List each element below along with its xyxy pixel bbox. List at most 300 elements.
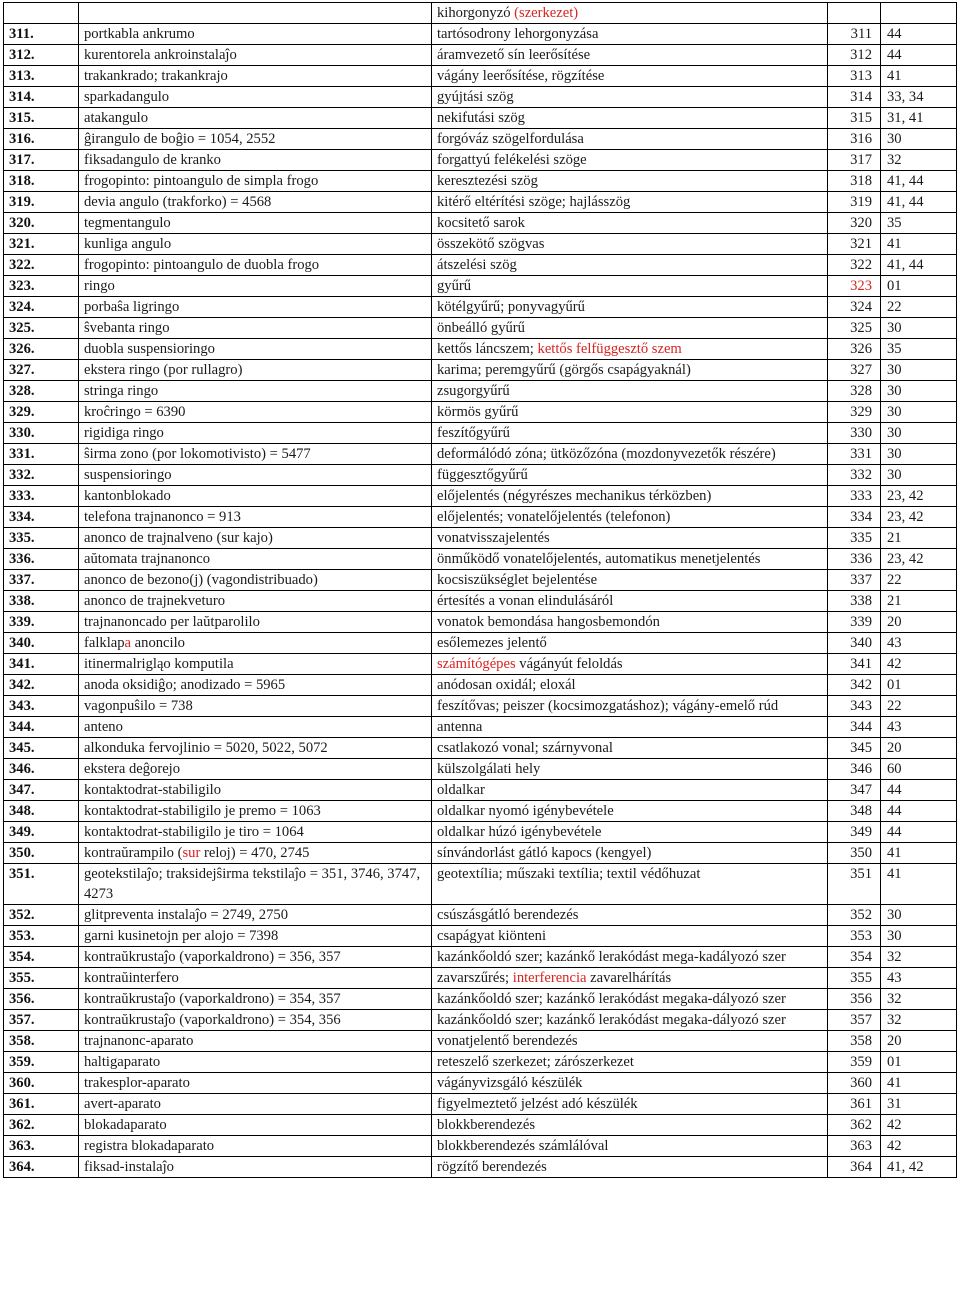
table-row (4, 276, 957, 297)
hungarian-term (432, 276, 828, 297)
esperanto-term (79, 1115, 432, 1136)
esperanto-term-text: ŝvebanta ringo (84, 320, 170, 336)
hungarian-term (432, 717, 828, 738)
table-row (4, 360, 957, 381)
page-ref: 334 (828, 507, 881, 528)
hungarian-term-text: vonatvisszajelentés (437, 530, 550, 546)
hungarian-term-text: kötélgyűrű; ponyvagyűrű (437, 299, 585, 315)
esperanto-term (79, 675, 432, 696)
table-row (4, 989, 957, 1010)
category-code: 44 (881, 24, 957, 45)
esperanto-term-text: kontraŭinterfero (84, 970, 179, 986)
table-row (4, 570, 957, 591)
hungarian-term (432, 612, 828, 633)
entry-number: 333. (4, 486, 79, 507)
entry-number: 352. (4, 905, 79, 926)
hungarian-term (432, 255, 828, 276)
page-ref: 324 (828, 297, 881, 318)
esperanto-term (79, 1052, 432, 1073)
esperanto-term-text: portkabla ankrumo (84, 26, 195, 42)
category-code: 22 (881, 570, 957, 591)
entry-number: 361. (4, 1094, 79, 1115)
table-row (4, 1010, 957, 1031)
esperanto-term (79, 24, 432, 45)
esperanto-term-text: anoncilo (131, 635, 185, 651)
hungarian-term (432, 234, 828, 255)
category-code: 35 (881, 213, 957, 234)
entry-number: 360. (4, 1073, 79, 1094)
esperanto-term-text: anoda oksidiĝo; anodizado = 5965 (84, 677, 286, 693)
hungarian-term (432, 759, 828, 780)
hungarian-term-text: feszítővas; peiszer (kocsimozgatáshoz); vágány-emelő rúd (437, 698, 779, 714)
page-ref: 340 (828, 633, 881, 654)
esperanto-term (79, 129, 432, 150)
page-ref: 362 (828, 1115, 881, 1136)
hungarian-term (432, 1157, 828, 1178)
page-ref: 346 (828, 759, 881, 780)
esperanto-term-text: kontaktodrat-stabiligilo (84, 782, 221, 798)
hungarian-term-text: esőlemezes jelentő (437, 635, 547, 651)
entry-number: 348. (4, 801, 79, 822)
hungarian-term-text: rögzítő berendezés (437, 1159, 547, 1175)
glossary-table (3, 2, 957, 1178)
category-code: 30 (881, 926, 957, 947)
hungarian-term (432, 3, 828, 24)
esperanto-term-text: kontaktodrat-stabiligilo je tiro = 1064 (84, 824, 304, 840)
esperanto-term-text: fiksad-instalaĵo (84, 1159, 174, 1175)
table-row (4, 1073, 957, 1094)
entry-number: 330. (4, 423, 79, 444)
hungarian-term-text: geotextília; műszaki textília; textil védőhuzat (437, 866, 701, 882)
entry-number: 313. (4, 66, 79, 87)
category-code: 30 (881, 381, 957, 402)
hungarian-term-text: kocsiszükséglet bejelentése (437, 572, 598, 588)
entry-number: 364. (4, 1157, 79, 1178)
hungarian-term-text: számítógépes (437, 656, 516, 672)
esperanto-term (79, 1157, 432, 1178)
hungarian-term (432, 402, 828, 423)
category-code: 01 (881, 1052, 957, 1073)
hungarian-term-text: kazánkőoldó szer; kazánkő lerakódást mega-kadályozó szer (437, 949, 786, 965)
esperanto-term-text: trakesplor-aparato (84, 1075, 190, 1091)
esperanto-term (79, 45, 432, 66)
table-row (4, 675, 957, 696)
page-ref: 326 (828, 339, 881, 360)
esperanto-term-text: falklap (84, 635, 125, 651)
hungarian-term (432, 989, 828, 1010)
esperanto-term-text: anonco de trajnekveturo (84, 593, 226, 609)
table-row (4, 612, 957, 633)
category-code: 20 (881, 612, 957, 633)
hungarian-term (432, 423, 828, 444)
table-row (4, 381, 957, 402)
page-ref: 338 (828, 591, 881, 612)
category-code: 44 (881, 801, 957, 822)
esperanto-term (79, 759, 432, 780)
page-ref: 345 (828, 738, 881, 759)
esperanto-term (79, 549, 432, 570)
hungarian-term-text: kazánkőoldó szer; kazánkő lerakódást megaka-dályozó szer (437, 1012, 786, 1028)
esperanto-term-text: sparkadangulo (84, 89, 170, 105)
entry-number: 362. (4, 1115, 79, 1136)
entry-number: 354. (4, 947, 79, 968)
esperanto-term-text: trajnanoncado per laŭtparolilo (84, 614, 260, 630)
entry-number: 339. (4, 612, 79, 633)
entry-number: 338. (4, 591, 79, 612)
hungarian-term (432, 905, 828, 926)
hungarian-term (432, 801, 828, 822)
entry-number: 318. (4, 171, 79, 192)
esperanto-term (79, 465, 432, 486)
esperanto-term (79, 276, 432, 297)
hungarian-term-text: interferencia (512, 970, 587, 986)
hungarian-term (432, 486, 828, 507)
esperanto-term (79, 108, 432, 129)
hungarian-term-text: előjelentés; vonatelőjelentés (telefonon) (437, 509, 671, 525)
esperanto-term-text: ĝirangulo de boĝio = 1054, 2552 (84, 131, 276, 147)
page-ref: 347 (828, 780, 881, 801)
hungarian-term (432, 360, 828, 381)
esperanto-term-text: ekstera ringo (por rullagro) (84, 362, 243, 378)
page-ref: 361 (828, 1094, 881, 1115)
table-row (4, 402, 957, 423)
esperanto-term-text: frogopinto: pintoangulo de duobla frogo (84, 257, 320, 273)
category-code: 41 (881, 1073, 957, 1094)
hungarian-term-text: vonatjelentő berendezés (437, 1033, 578, 1049)
table-row (4, 171, 957, 192)
table-row (4, 1052, 957, 1073)
table-row (4, 234, 957, 255)
hungarian-term (432, 108, 828, 129)
esperanto-term (79, 1010, 432, 1031)
hungarian-term (432, 1031, 828, 1052)
hungarian-term-text: forgóváz szögelfordulása (437, 131, 584, 147)
hungarian-term-text: körmös gyűrű (437, 404, 519, 420)
hungarian-term (432, 24, 828, 45)
table-row (4, 255, 957, 276)
hungarian-term-text: reteszelő szerkezet; zárószerkezet (437, 1054, 634, 1070)
esperanto-term (79, 1031, 432, 1052)
entry-number: 344. (4, 717, 79, 738)
hungarian-term (432, 968, 828, 989)
hungarian-term-text: deformálódó zóna; ütközőzóna (mozdonyvezetők részére) (437, 446, 776, 462)
page-ref: 329 (828, 402, 881, 423)
esperanto-term-text: fiksadangulo de kranko (84, 152, 221, 168)
table-row (4, 192, 957, 213)
hungarian-term-text: kazánkőoldó szer; kazánkő lerakódást megaka-dályozó szer (437, 991, 786, 1007)
esperanto-term-text: ringo (84, 278, 115, 294)
hungarian-term-text: sínvándorlást gátló kapocs (kengyel) (437, 845, 652, 861)
hungarian-term-text: függesztőgyűrű (437, 467, 528, 483)
page-ref (828, 3, 881, 24)
hungarian-term-text: feszítőgyűrű (437, 425, 510, 441)
entry-number: 312. (4, 45, 79, 66)
glossary-body (4, 3, 957, 1178)
hungarian-term (432, 465, 828, 486)
esperanto-term-text: sur (182, 845, 201, 861)
table-row (4, 87, 957, 108)
page-ref: 319 (828, 192, 881, 213)
hungarian-term (432, 1073, 828, 1094)
hungarian-term-text: zsugorgyűrű (437, 383, 510, 399)
hungarian-term-text: blokkberendezés (437, 1117, 536, 1133)
hungarian-term-text: csúszásgátló berendezés (437, 907, 579, 923)
page-ref: 314 (828, 87, 881, 108)
hungarian-term (432, 1136, 828, 1157)
page-ref: 350 (828, 843, 881, 864)
entry-number: 327. (4, 360, 79, 381)
esperanto-term-text: kontraŭrampilo ( (84, 845, 183, 861)
esperanto-term (79, 171, 432, 192)
entry-number: 363. (4, 1136, 79, 1157)
esperanto-term (79, 926, 432, 947)
hungarian-term (432, 150, 828, 171)
table-row (4, 864, 957, 905)
esperanto-term-text: porbaŝa ligringo (84, 299, 180, 315)
page-ref: 343 (828, 696, 881, 717)
esperanto-term (79, 486, 432, 507)
table-row (4, 968, 957, 989)
hungarian-term (432, 528, 828, 549)
category-code: 32 (881, 947, 957, 968)
page-ref: 333 (828, 486, 881, 507)
hungarian-term-text: forgattyú felékelési szöge (437, 152, 587, 168)
hungarian-term (432, 507, 828, 528)
entry-number: 357. (4, 1010, 79, 1031)
table-row (4, 591, 957, 612)
table-row (4, 24, 957, 45)
entry-number: 328. (4, 381, 79, 402)
page-ref: 336 (828, 549, 881, 570)
esperanto-term-text: ekstera deĝorejo (84, 761, 181, 777)
esperanto-term-text: duobla suspensioringo (84, 341, 215, 357)
hungarian-term-text: keresztezési szög (437, 173, 538, 189)
hungarian-term (432, 591, 828, 612)
category-code: 41, 44 (881, 192, 957, 213)
hungarian-term (432, 549, 828, 570)
esperanto-term-text: haltigaparato (84, 1054, 161, 1070)
category-code: 21 (881, 528, 957, 549)
table-row (4, 297, 957, 318)
category-code: 31, 41 (881, 108, 957, 129)
category-code: 41, 44 (881, 255, 957, 276)
esperanto-term-text: ŝirma zono (por lokomotivisto) = 5477 (84, 446, 311, 462)
esperanto-term (79, 780, 432, 801)
esperanto-term (79, 234, 432, 255)
entry-number: 351. (4, 864, 79, 905)
table-row (4, 947, 957, 968)
entry-number: 329. (4, 402, 79, 423)
page-ref: 354 (828, 947, 881, 968)
esperanto-term-text: blokadaparato (84, 1117, 167, 1133)
entry-number: 347. (4, 780, 79, 801)
hungarian-term-text: blokkberendezés számlálóval (437, 1138, 609, 1154)
esperanto-term (79, 570, 432, 591)
category-code: 43 (881, 968, 957, 989)
entry-number: 311. (4, 24, 79, 45)
page-ref: 335 (828, 528, 881, 549)
table-row (4, 738, 957, 759)
hungarian-term (432, 66, 828, 87)
hungarian-term-text: zavarszűrés; (437, 970, 513, 986)
category-code: 60 (881, 759, 957, 780)
esperanto-term-text: kroĉringo = 6390 (84, 404, 186, 420)
entry-number: 332. (4, 465, 79, 486)
esperanto-term (79, 66, 432, 87)
hungarian-term (432, 171, 828, 192)
hungarian-term-text: csatlakozó vonal; szárnyvonal (437, 740, 613, 756)
entry-number: 315. (4, 108, 79, 129)
hungarian-term-text: tartósodrony lehorgonyzása (437, 26, 599, 42)
table-row (4, 717, 957, 738)
hungarian-term-text: értesítés a vonan elindulásáról (437, 593, 614, 609)
entry-number: 343. (4, 696, 79, 717)
category-code: 30 (881, 905, 957, 926)
table-row (4, 423, 957, 444)
hungarian-term-text: kitérő eltérítési szöge; hajlásszög (437, 194, 631, 210)
category-code: 32 (881, 1010, 957, 1031)
table-row (4, 926, 957, 947)
hungarian-term-text: áramvezető sín leerősítése (437, 47, 591, 63)
hungarian-term (432, 192, 828, 213)
hungarian-term-text: kocsitető sarok (437, 215, 525, 231)
page-ref: 320 (828, 213, 881, 234)
table-row (4, 486, 957, 507)
hungarian-term-text: (szerkezet) (514, 5, 579, 21)
category-code: 44 (881, 780, 957, 801)
page-ref: 316 (828, 129, 881, 150)
esperanto-term-text: tegmentangulo (84, 215, 171, 231)
table-row (4, 1136, 957, 1157)
hungarian-term (432, 339, 828, 360)
page-ref: 318 (828, 171, 881, 192)
category-code: 30 (881, 444, 957, 465)
hungarian-term (432, 381, 828, 402)
hungarian-term-text: vonatok bemondása hangosbemondón (437, 614, 660, 630)
esperanto-term (79, 423, 432, 444)
entry-number: 326. (4, 339, 79, 360)
hungarian-term (432, 129, 828, 150)
entry-number: 345. (4, 738, 79, 759)
hungarian-term-text: nekifutási szög (437, 110, 525, 126)
hungarian-term-text: kihorgonyzó (437, 5, 515, 21)
esperanto-term (79, 843, 432, 864)
entry-number: 356. (4, 989, 79, 1010)
esperanto-term-text: kontraŭkrustaĵo (vaporkaldrono) = 354, 356 (84, 1012, 341, 1028)
table-row (4, 213, 957, 234)
esperanto-term (79, 297, 432, 318)
esperanto-term-text: kantonblokado (84, 488, 171, 504)
page-ref: 363 (828, 1136, 881, 1157)
hungarian-term-text: kettős láncszem; (437, 341, 538, 357)
entry-number: 314. (4, 87, 79, 108)
category-code: 44 (881, 822, 957, 843)
esperanto-term (79, 801, 432, 822)
page-ref: 351 (828, 864, 881, 905)
table-row (4, 759, 957, 780)
table-row (4, 3, 957, 24)
esperanto-term-text: anonco de bezono(j) (vagondistribuado) (84, 572, 318, 588)
hungarian-term (432, 87, 828, 108)
table-row (4, 465, 957, 486)
table-row (4, 801, 957, 822)
entry-number: 334. (4, 507, 79, 528)
category-code: 30 (881, 318, 957, 339)
hungarian-term (432, 947, 828, 968)
category-code: 32 (881, 989, 957, 1010)
entry-number: 340. (4, 633, 79, 654)
category-code: 23, 42 (881, 486, 957, 507)
category-code: 23, 42 (881, 549, 957, 570)
esperanto-term-text: alkonduka fervojlinio = 5020, 5022, 5072 (84, 740, 328, 756)
entry-number (4, 3, 79, 24)
page-ref: 322 (828, 255, 881, 276)
page-ref: 325 (828, 318, 881, 339)
esperanto-term-text: kontaktodrat-stabiligilo je premo = 1063 (84, 803, 321, 819)
esperanto-term (79, 507, 432, 528)
esperanto-term-text: aŭtomata trajnanonco (84, 551, 211, 567)
page-ref: 341 (828, 654, 881, 675)
hungarian-term (432, 843, 828, 864)
entry-number: 349. (4, 822, 79, 843)
esperanto-term-text: itinermalrigląo komputila (84, 656, 234, 672)
esperanto-term (79, 738, 432, 759)
table-row (4, 507, 957, 528)
esperanto-term (79, 905, 432, 926)
hungarian-term (432, 213, 828, 234)
entry-number: 317. (4, 150, 79, 171)
category-code: 30 (881, 402, 957, 423)
hungarian-term-text: önbeálló gyűrű (437, 320, 525, 336)
hungarian-term-text: figyelmeztető jelzést adó készülék (437, 1096, 638, 1112)
esperanto-term-text: kontraŭkrustaĵo (vaporkaldrono) = 354, 357 (84, 991, 341, 1007)
entry-number: 322. (4, 255, 79, 276)
category-code: 43 (881, 717, 957, 738)
hungarian-term (432, 1115, 828, 1136)
category-code: 32 (881, 150, 957, 171)
page-ref: 357 (828, 1010, 881, 1031)
esperanto-term-text: a (124, 635, 132, 651)
page-ref: 344 (828, 717, 881, 738)
entry-number: 353. (4, 926, 79, 947)
esperanto-term (79, 444, 432, 465)
entry-number: 321. (4, 234, 79, 255)
esperanto-term (79, 339, 432, 360)
hungarian-term-text: karima; peremgyűrű (görgős csapágyaknál) (437, 362, 691, 378)
hungarian-term (432, 675, 828, 696)
esperanto-term (79, 213, 432, 234)
category-code (881, 3, 957, 24)
entry-number: 320. (4, 213, 79, 234)
esperanto-term (79, 989, 432, 1010)
page-ref: 317 (828, 150, 881, 171)
esperanto-term-text: rigidiga ringo (84, 425, 164, 441)
table-row (4, 444, 957, 465)
page-ref: 323 (828, 276, 881, 297)
hungarian-term-text: anódosan oxidál; eloxál (437, 677, 576, 693)
esperanto-term (79, 1136, 432, 1157)
hungarian-term (432, 633, 828, 654)
table-row (4, 66, 957, 87)
esperanto-term-text: suspensioringo (84, 467, 172, 483)
esperanto-term-text: kontraŭkrustaĵo (vaporkaldrono) = 356, 357 (84, 949, 341, 965)
category-code: 22 (881, 297, 957, 318)
category-code: 42 (881, 654, 957, 675)
esperanto-term-text: garni kusinetojn per alojo = 7398 (84, 928, 279, 944)
page-ref: 352 (828, 905, 881, 926)
page-ref: 328 (828, 381, 881, 402)
esperanto-term-text: kurentorela ankroinstalaĵo (84, 47, 237, 63)
